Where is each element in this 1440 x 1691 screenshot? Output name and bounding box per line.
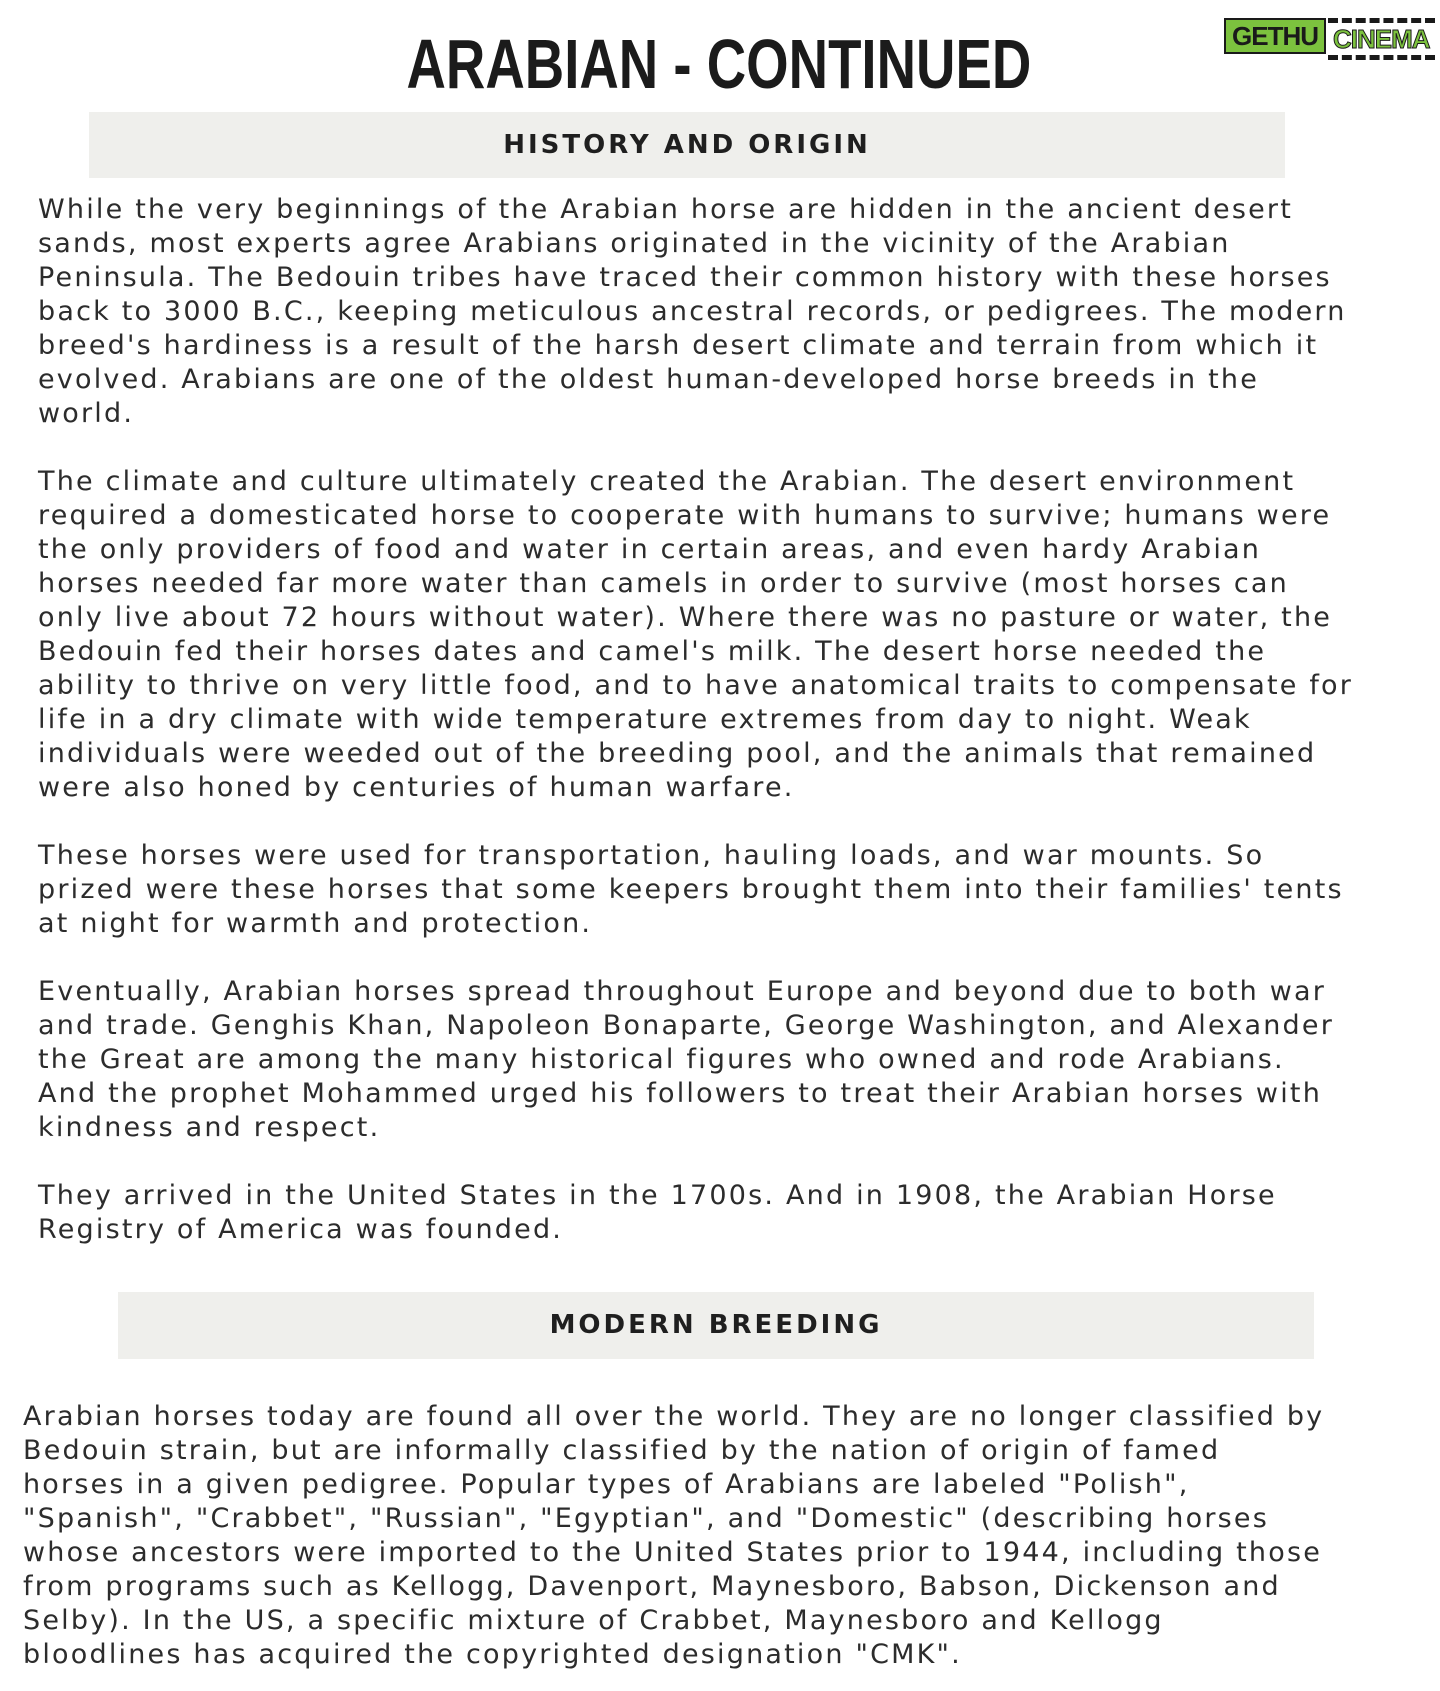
text-line: at night for warmth and protection. [38,908,593,939]
text-line: from programs such as Kellogg, Davenport, Maynesboro, Babson, Dickenson and [23,1571,1281,1602]
paragraph [38,975,1418,1145]
text-line: bloodlines has acquired the copyrighted designation "CMK". [23,1639,962,1670]
text-line: kindness and respect. [38,1112,381,1143]
text-line: Bedouin strain, but are informally classified by the nation of origin of famed [23,1435,1221,1466]
text-line: whose ancestors were imported to the United States prior to 1944, including those [23,1537,1323,1568]
paragraph [38,193,1418,431]
text-line: back to 3000 B.C., keeping meticulous ancestral records, or pedigrees. The modern [38,296,1347,327]
text-line: Peninsula. The Bedouin tribes have traced their common history with these horses [38,262,1332,293]
text-line: They arrived in the United States in the 1700s. And in 1908, the Arabian Horse [38,1180,1277,1211]
watermark-logo [1218,4,1434,58]
text-line: sands, most experts agree Arabians originated in the vicinity of the Arabian [38,228,1231,259]
text-line: These horses were used for transportation, hauling loads, and war mounts. So [38,840,1265,871]
text-line: Registry of America was founded. [38,1214,564,1245]
text-line: were also honed by centuries of human warfare. [38,772,795,803]
text-line: And the prophet Mohammed urged his followers to treat their Arabian horses with [38,1078,1323,1109]
text-line: horses needed far more water than camels in order to survive (most horses can [38,568,1289,599]
page-title: ARABIAN - CONTINUED [406,25,1032,103]
text-line: prized were these horses that some keepers brought them into their families' tents [38,874,1344,905]
paragraph [38,1179,1418,1247]
section-heading-history: HISTORY AND ORIGIN [89,112,1285,178]
watermark-logo-part1: GETHU [1224,18,1326,54]
paragraph [38,839,1418,941]
text-line: world. [38,398,135,429]
text-line: Selby). In the US, a specific mixture of Crabbet, Maynesboro and Kellogg [23,1605,1164,1636]
text-line: While the very beginnings of the Arabian horse are hidden in the ancient desert [38,194,1293,225]
text-line: evolved. Arabians are one of the oldest human-developed horse breeds in the [38,364,1260,395]
section-heading-modern-breeding: MODERN BREEDING [118,1292,1314,1359]
text-line: required a domesticated horse to cooperate with humans to survive; humans were [38,500,1332,531]
text-line: "Spanish", "Crabbet", "Russian", "Egyptian", and "Domestic" (describing horses [23,1503,1269,1534]
text-line: the Great are among the many historical figures who owned and rode Arabians. [38,1044,1285,1075]
paragraph [38,465,1418,805]
text-line: and trade. Genghis Khan, Napoleon Bonaparte, George Washington, and Alexander [38,1010,1335,1041]
text-line: The climate and culture ultimately created the Arabian. The desert environment [38,466,1296,497]
text-line: ability to thrive on very little food, and to have anatomical traits to compensate for [38,670,1354,701]
text-line: only live about 72 hours without water). Where there was no pasture or water, the [38,602,1333,633]
text-line: Bedouin fed their horses dates and camel's milk. The desert horse needed the [38,636,1267,667]
modern-breeding-text [23,1400,1423,1672]
text-line: life in a dry climate with wide temperature extremes from day to night. Weak [38,704,1252,735]
watermark-logo-part2: CINEMA [1328,18,1435,60]
text-line: the only providers of food and water in certain areas, and even hardy Arabian [38,534,1262,565]
text-line: horses in a given pedigree. Popular types of Arabians are labeled "Polish", [23,1469,1190,1500]
text-line: Eventually, Arabian horses spread throughout Europe and beyond due to both war [38,976,1327,1007]
text-line: Arabian horses today are found all over the world. They are no longer classified by [23,1401,1325,1432]
text-line: individuals were weeded out of the breeding pool, and the animals that remained [38,738,1317,769]
text-line: breed's hardiness is a result of the harsh desert climate and terrain from which it [38,330,1319,361]
paragraph [23,1400,1423,1672]
history-text [38,193,1418,1281]
